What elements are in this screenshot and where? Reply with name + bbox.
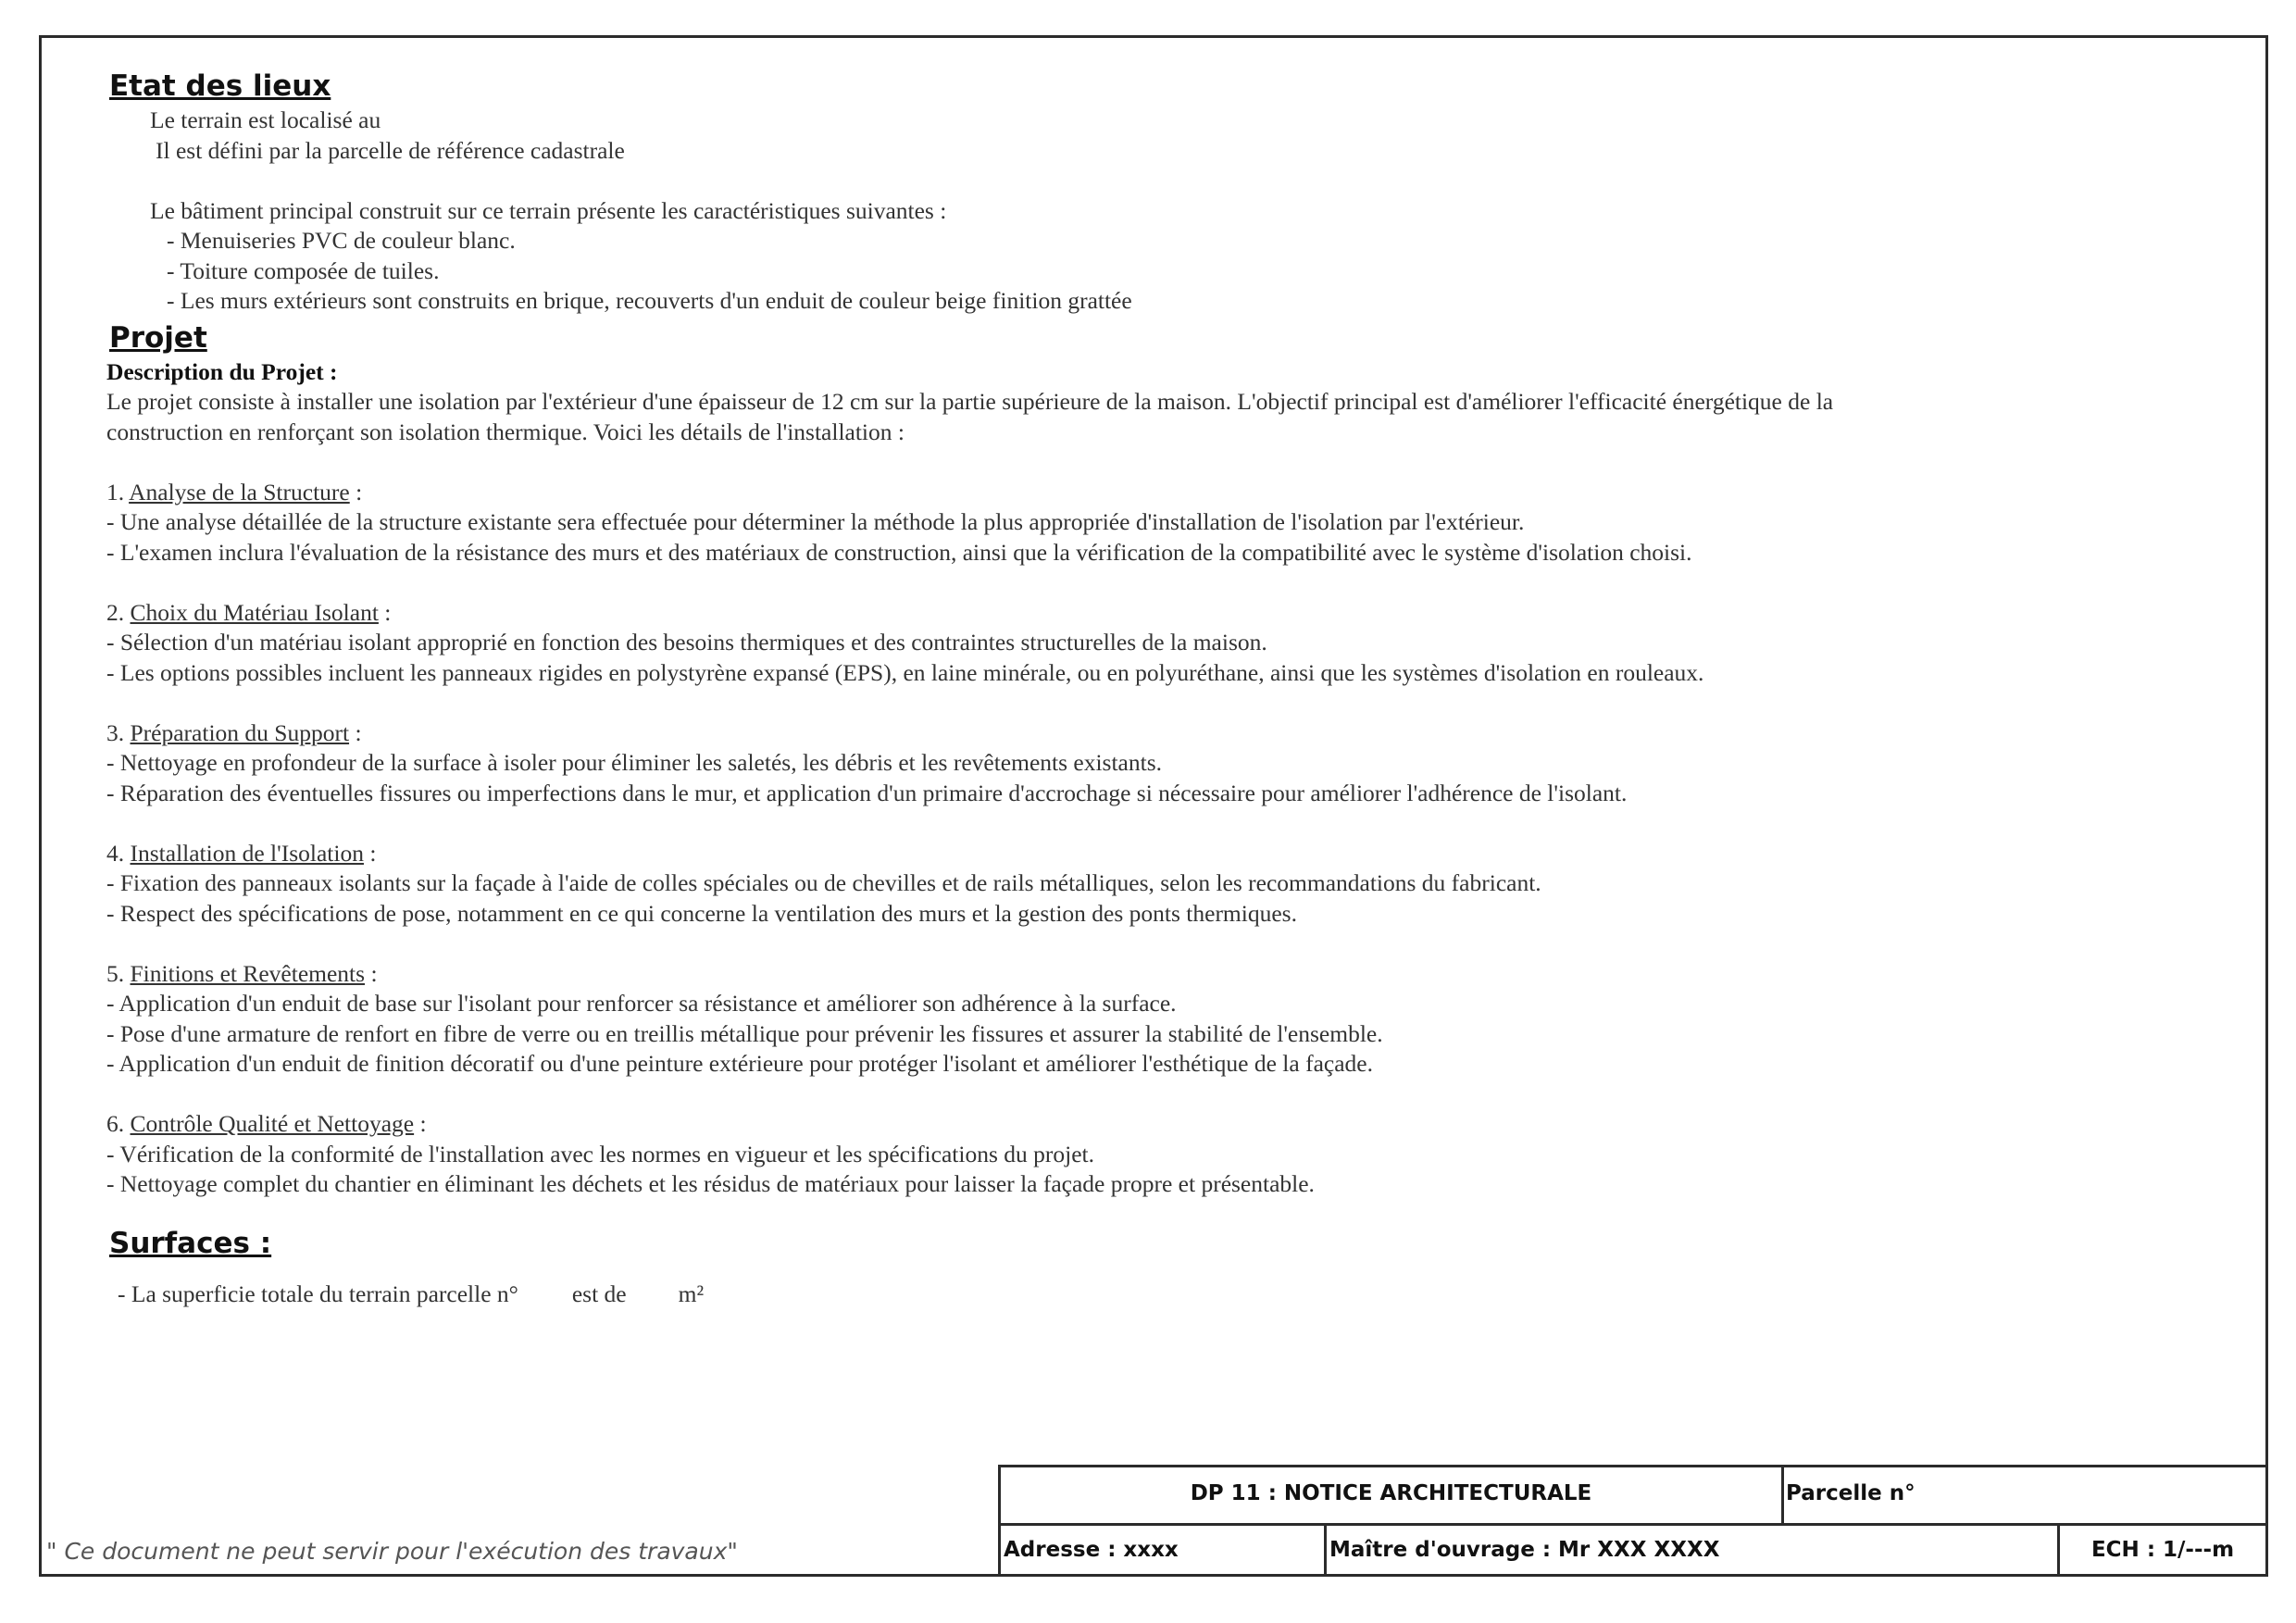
parcelle-label: Parcelle n° xyxy=(1786,1481,1915,1505)
section-title: Finitions et Revêtements xyxy=(130,959,366,987)
section-line: - Les options possibles incluent les panneaux rigides en polystyrène expansé (EPS), en laine minérale, ou en polyuréthane, ainsi que les systèmes d'isolation en rouleaux. xyxy=(106,658,1704,686)
section-heading: 5. Finitions et Revêtements : xyxy=(106,959,378,987)
section-line: - Nettoyage en profondeur de la surface à isoler pour éliminer les saletés, les débris et les revêtements existants. xyxy=(106,749,1163,776)
section-line: - Respect des spécifications de pose, notamment en ce qui concerne la ventilation des murs et la gestion des ponts thermiques. xyxy=(106,899,1297,927)
section-line: - Pose d'une armature de renfort en fibre de verre ou en treillis métallique pour prévenir les fissures et assurer la stabilité de l'ensemble. xyxy=(106,1019,1383,1047)
description-title: Description du Projet : xyxy=(106,357,338,385)
section-line: - Réparation des éventuelles fissures ou imperfections dans le mur, et application d'un primaire d'accrochage si nécessaire pour améliorer l'adhérence de l'isolant. xyxy=(106,779,1628,806)
maitre-ouvrage-label: Maître d'ouvrage : Mr XXX XXXX xyxy=(1329,1538,1720,1562)
echelle-label: ECH : 1/---m xyxy=(2090,1538,2235,1562)
section-line: - Une analyse détaillée de la structure existante sera effectuée pour déterminer la méthode la plus appropriée d'installation de l'isolation par l'extérieur. xyxy=(106,508,1525,535)
notice-content xyxy=(106,67,2236,1309)
etat-line1: Le terrain est localisé au xyxy=(150,106,381,133)
section-heading: 3. Préparation du Support : xyxy=(106,718,362,746)
disclaimer-note: " Ce document ne peut servir pour l'exécution des travaux" xyxy=(46,1538,738,1565)
section-line: - Application d'un enduit de base sur l'isolant pour renforcer sa résistance et améliorer son adhérence à la surface. xyxy=(106,990,1177,1017)
section-line: - Vérification de la conformité de l'installation avec les normes en vigueur et les spécifications du projet. xyxy=(106,1140,1094,1167)
section-title: Contrôle Qualité et Nettoyage xyxy=(130,1110,415,1137)
section-title: Analyse de la Structure xyxy=(129,478,350,506)
adresse-label: Adresse : xxxx xyxy=(1004,1538,1179,1562)
projet-heading: Projet xyxy=(109,320,207,355)
section-title: Choix du Matériau Isolant xyxy=(130,598,379,626)
etat-heading: Etat des lieux xyxy=(109,69,331,103)
etat-line2: Il est défini par la parcelle de référence cadastrale xyxy=(156,136,625,164)
section-line: - L'examen inclura l'évaluation de la résistance des murs et des matériaux de construction, ainsi que la vérification de la compatibilité avec le système d'isolation choisi. xyxy=(106,538,1692,566)
etat-item: - Les murs extérieurs sont construits en brique, recouverts d'un enduit de couleur beige finition grattée xyxy=(167,287,1132,314)
section-heading: 6. Contrôle Qualité et Nettoyage : xyxy=(106,1110,427,1137)
section-line: - Fixation des panneaux isolants sur la façade à l'aide de colles spéciales ou de chevilles et de rails métalliques, selon les recommandations du fabricant. xyxy=(106,869,1541,896)
document-title: DP 11 : NOTICE ARCHITECTURALE xyxy=(1190,1481,1592,1505)
section-heading: 1. Analyse de la Structure : xyxy=(106,478,363,506)
surfaces-heading: Surfaces : xyxy=(109,1226,272,1260)
etat-intro: Le bâtiment principal construit sur ce terrain présente les caractéristiques suivantes : xyxy=(150,196,947,224)
section-title: Installation de l'Isolation xyxy=(130,839,364,867)
section-line: - Sélection d'un matériau isolant approprié en fonction des besoins thermiques et des contraintes structurelles de la maison. xyxy=(106,629,1267,655)
section-line: - Application d'un enduit de finition décoratif ou d'une peinture extérieure pour protéger l'isolant et améliorer l'esthétique de la façade. xyxy=(106,1050,1373,1077)
section-heading: 4. Installation de l'Isolation : xyxy=(106,839,377,867)
etat-item: - Menuiseries PVC de couleur blanc. xyxy=(167,227,516,254)
section-heading: 2. Choix du Matériau Isolant : xyxy=(106,598,392,626)
description-line: Le projet consiste à installer une isolation par l'extérieur d'une épaisseur de 12 cm sur la partie supérieure de la maison. L'objectif principal est d'améliorer l'efficacité énergétique de la xyxy=(106,388,1834,415)
section-title: Préparation du Support xyxy=(130,718,350,746)
section-line: - Nettoyage complet du chantier en éliminant les déchets et les résidus de matériaux pour laisser la façade propre et présentable. xyxy=(106,1170,1315,1197)
description-line: construction en renforçant son isolation thermique. Voici les détails de l'installation : xyxy=(106,418,905,445)
etat-item: - Toiture composée de tuiles. xyxy=(167,256,440,284)
surface-line: - La superficie totale du terrain parcelle n° est de m² xyxy=(118,1280,705,1307)
